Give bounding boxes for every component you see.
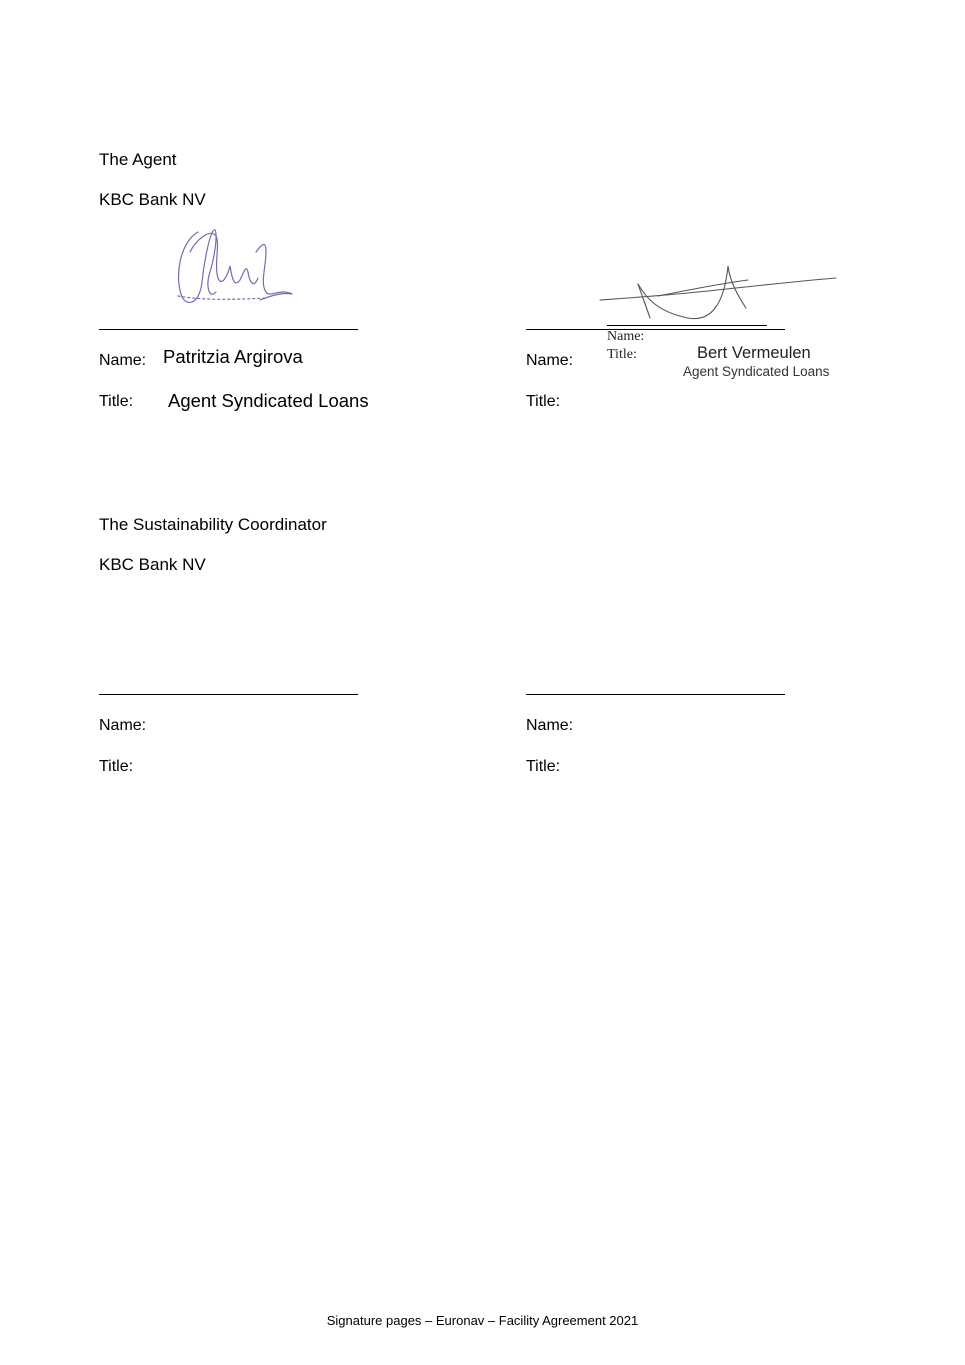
agent-bank-name: KBC Bank NV — [99, 190, 206, 209]
left-handwritten-signature — [170, 222, 300, 310]
coordinator-left-name-label: Name: — [99, 717, 147, 734]
right-signature-line — [526, 329, 785, 330]
right-stamp-name-value: Bert Vermeulen — [697, 344, 811, 362]
left-signature-line — [99, 329, 358, 330]
right-name-label: Name: — [526, 352, 574, 369]
right-stamp-title-value: Agent Syndicated Loans — [683, 364, 830, 379]
coordinator-right-signature-line — [526, 694, 785, 695]
right-stamp-line — [607, 325, 767, 326]
right-stamp-name-label: Name: — [607, 329, 645, 344]
left-title-label: Title: — [99, 393, 134, 410]
coordinator-left-signature-line — [99, 694, 358, 695]
left-title-value: Agent Syndicated Loans — [168, 390, 369, 411]
coordinator-right-title-label: Title: — [526, 758, 561, 775]
coordinator-left-title-label: Title: — [99, 758, 134, 775]
coordinator-bank-name: KBC Bank NV — [99, 555, 206, 574]
right-title-label: Title: — [526, 393, 561, 410]
right-handwritten-signature — [598, 262, 838, 324]
agent-role-heading: The Agent — [99, 150, 177, 169]
coordinator-right-name-label: Name: — [526, 717, 574, 734]
right-stamp-title-label: Title: — [607, 347, 637, 362]
left-name-value: Patritzia Argirova — [163, 346, 303, 367]
coordinator-role-heading: The Sustainability Coordinator — [99, 515, 327, 534]
left-name-label: Name: — [99, 352, 147, 369]
page-footer: Signature pages – Euronav – Facility Agreement 2021 — [326, 1313, 639, 1328]
